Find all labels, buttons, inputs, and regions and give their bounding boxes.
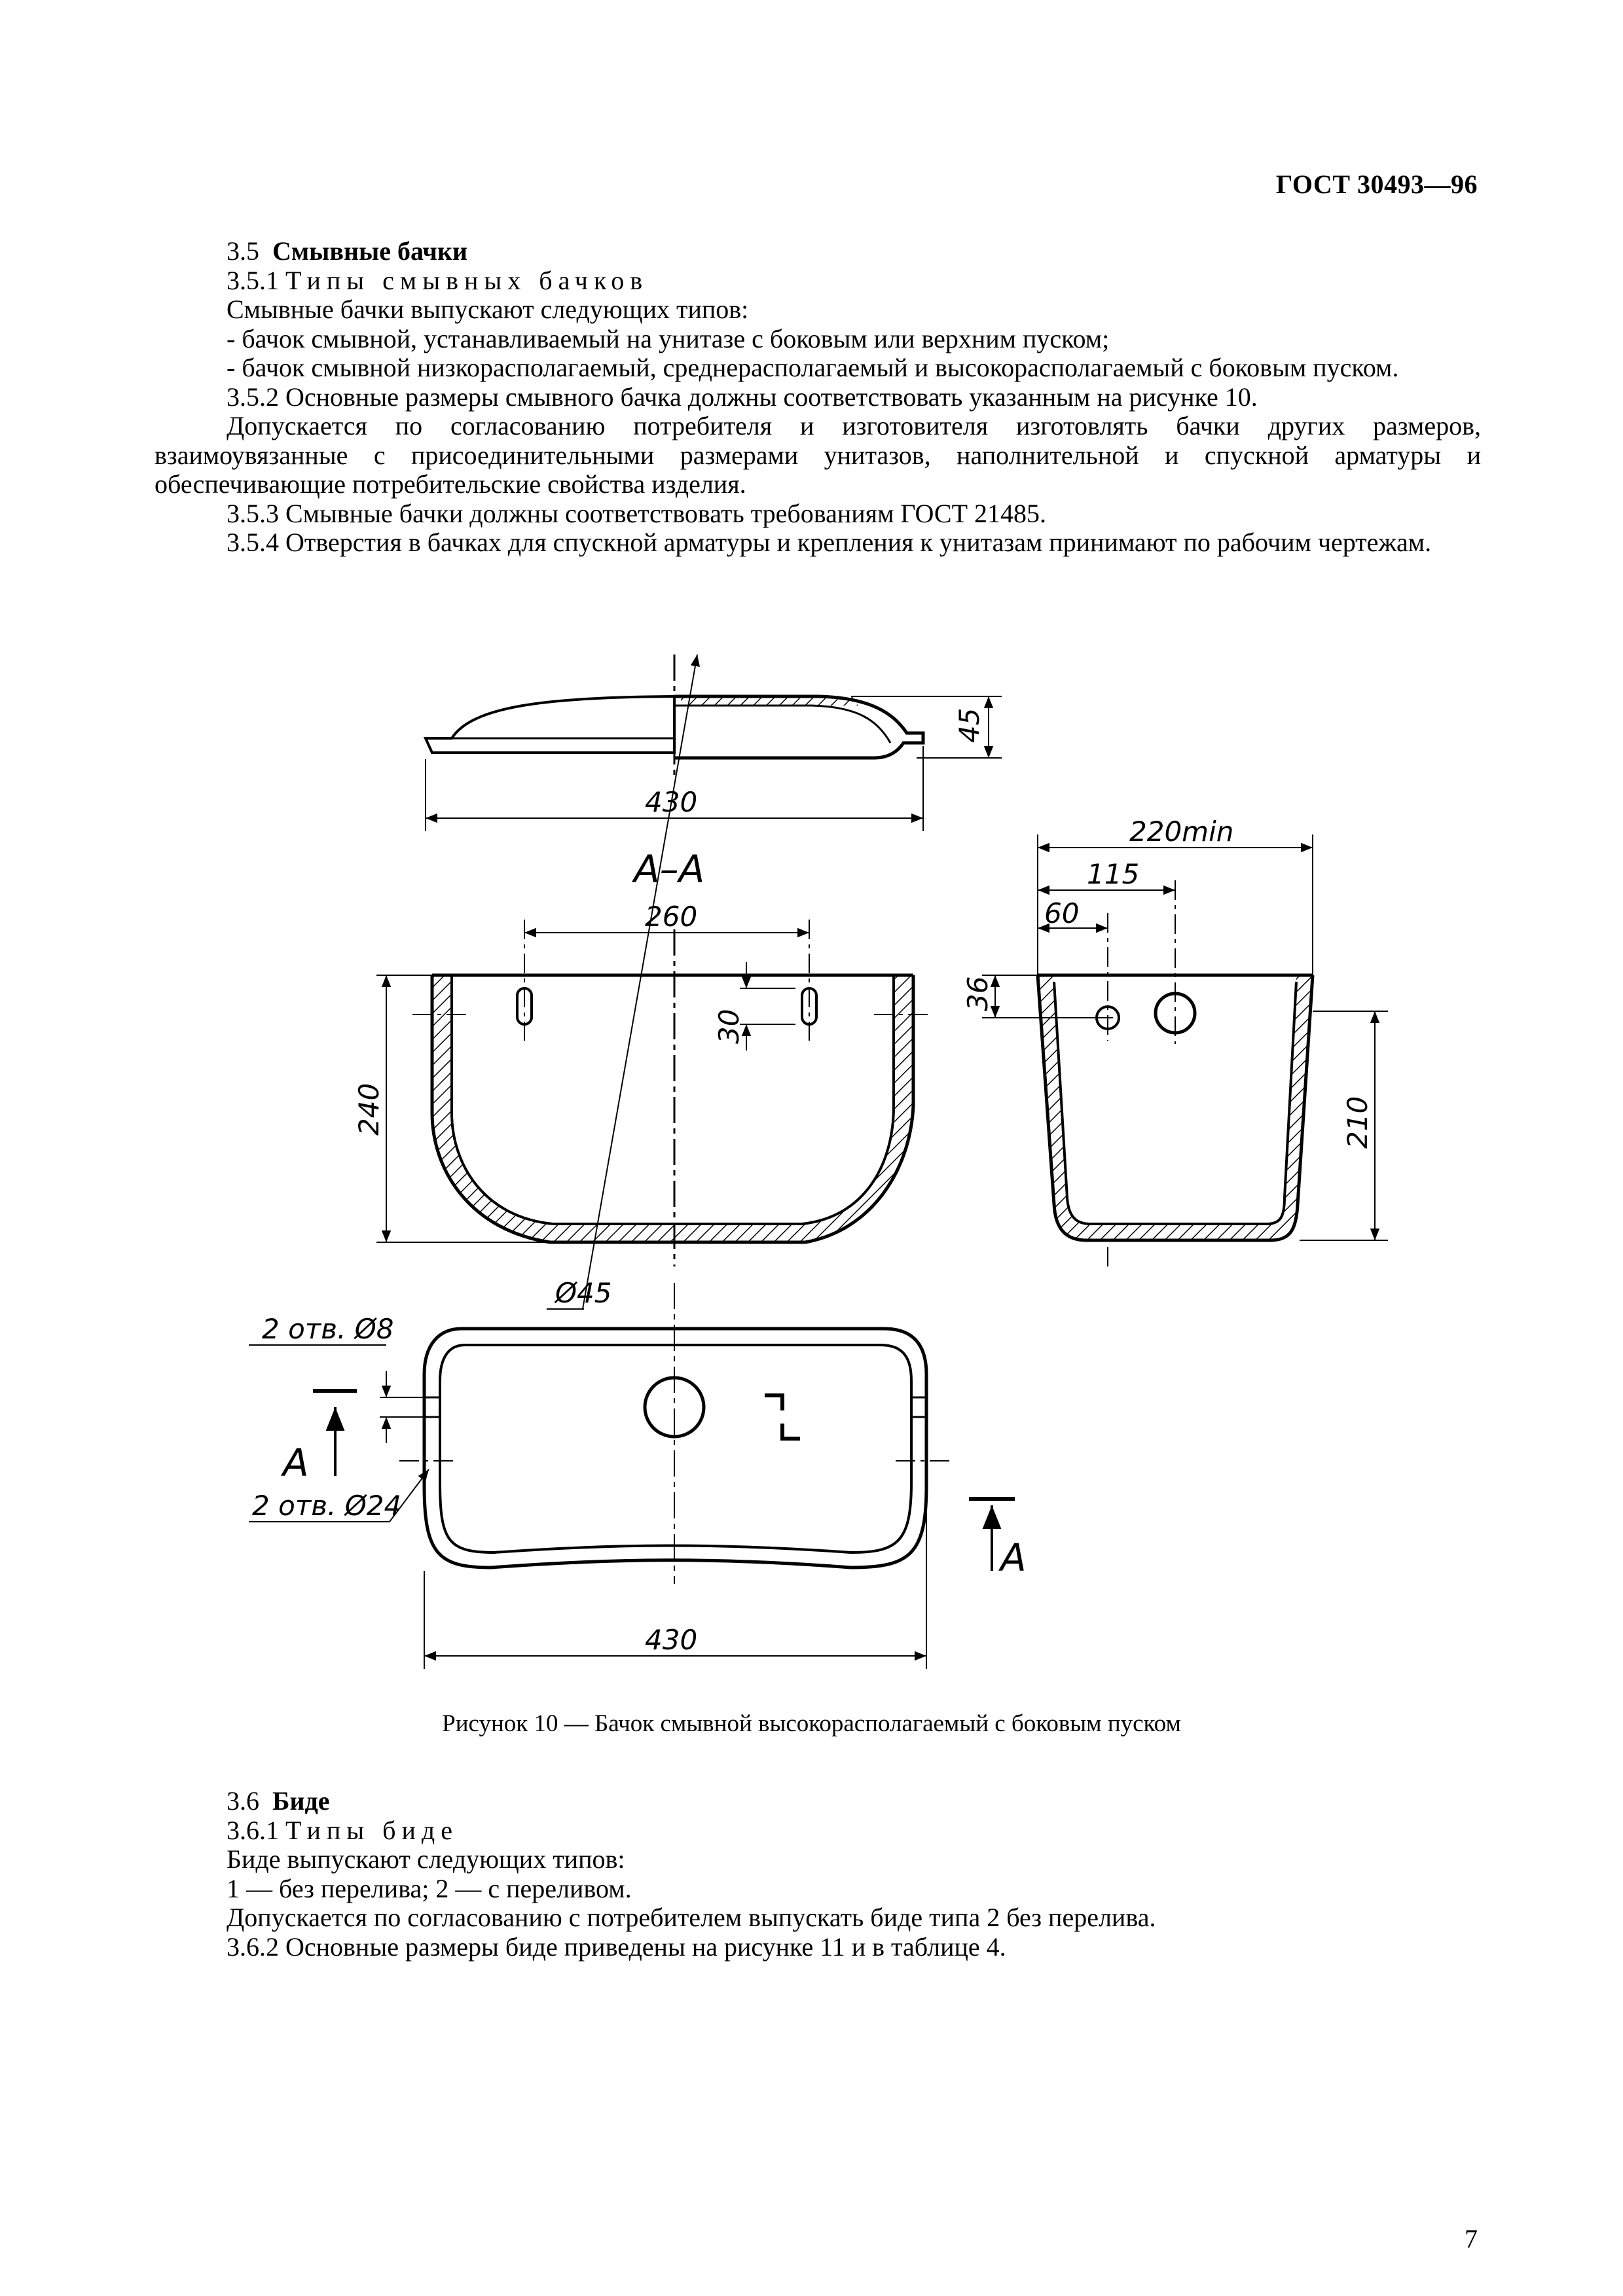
subsection-title: Типы биде <box>285 1815 458 1845</box>
paragraph: Смывные бачки выпускают следующих типов: <box>227 295 749 324</box>
large-holes-label: 2 отв. Ø24 <box>252 1490 402 1522</box>
side-depth-label: 220min <box>1129 816 1234 848</box>
subsection-heading: 3.5.1 Типы смывных бачков <box>227 265 649 295</box>
paragraph: 3.6.2 Основные размеры биде приведены на рисунке 11 и в таблице 4. <box>227 1931 1006 1962</box>
paragraph: - бачок смывной низкорасполагаемый, среднерасполагаемый и высокорасполагаемый с боковым пуском. <box>227 353 1399 382</box>
section-label: А–А <box>634 847 705 891</box>
page-number: 7 <box>1465 2224 1478 2253</box>
document-header: ГОСТ 30493—96 <box>1275 170 1478 199</box>
side-view <box>982 834 1388 1266</box>
paragraph: - бачок смывной, устанавливаемый на унитазе с боковым или верхним пуском; <box>227 323 1110 353</box>
lid-view <box>426 655 1002 831</box>
side-height-label: 210 <box>1341 1096 1374 1149</box>
section-title: Смывные бачки <box>272 236 468 266</box>
section-view <box>376 920 933 1266</box>
slot-height-label: 30 <box>713 1009 745 1044</box>
subsection-heading: 3.6.1 Типы биде <box>227 1815 458 1845</box>
drain-diameter-label: Ø45 <box>555 1277 612 1309</box>
cut-label-right: А <box>1000 1535 1027 1580</box>
technical-drawing <box>0 655 1623 1702</box>
paragraph: Допускается по согласованию потребителя и изготовителя изготовлять бачки других размеров, взаимоувязанные с присоединительными размерами унитазов, наполнительной и спускной арматуры и обеспечивающие потребительские свойства изделия. <box>155 411 1481 499</box>
paragraph: 3.5.3 Смывные бачки должны соответствовать требованиям ГОСТ 21485. <box>227 498 1047 528</box>
base-width-label: 430 <box>645 1624 698 1656</box>
section-heading: 3.6 Биде <box>227 1786 330 1816</box>
lid-width-label: 430 <box>645 786 698 818</box>
section-heading: 3.5 Смывные бачки <box>227 236 468 266</box>
subsection-title: Типы смывных бачков <box>285 265 649 295</box>
figure-caption: Рисунок 10 — Бачок смывной высокорасполагаемый с боковым пуском <box>442 1710 1181 1737</box>
cut-label-left: А <box>283 1441 309 1485</box>
paragraph: Биде выпускают следующих типов: <box>227 1844 625 1874</box>
paragraph: 1 — без перелива; 2 — с переливом. <box>227 1873 632 1903</box>
section-title: Биде <box>272 1786 330 1816</box>
small-holes-label: 2 отв. Ø8 <box>262 1313 394 1345</box>
tank-height-label: 240 <box>353 1083 385 1136</box>
holes-spacing-label: 260 <box>645 901 698 933</box>
side-hole-position-label: 115 <box>1087 858 1140 890</box>
lid-height-label: 45 <box>953 708 985 743</box>
side-hole-height-label: 36 <box>962 976 994 1011</box>
section-3-5 <box>155 237 1481 558</box>
paragraph: 3.5.4 Отверстия в бачках для спускной арматуры и крепления к унитазам принимают по рабочим чертежам. <box>227 528 1432 557</box>
paragraph: 3.5.2 Основные размеры смывного бачка должны соответствовать указанным на рисунке 10. <box>227 382 1258 412</box>
section-3-6 <box>155 1787 1481 1962</box>
paragraph: Допускается по согласованию с потребителем выпускать биде типа 2 без перелива. <box>227 1903 1156 1932</box>
side-small-hole-position-label: 60 <box>1044 897 1080 929</box>
